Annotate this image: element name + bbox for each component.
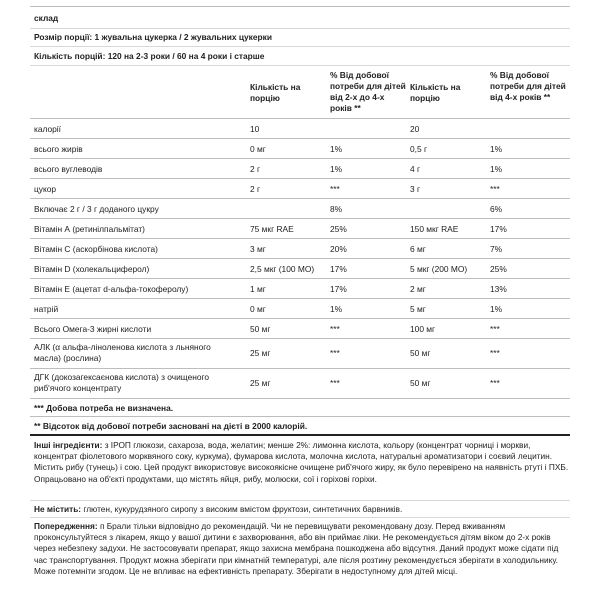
amount-young: 3 мг: [250, 244, 266, 254]
dv-old: ***: [490, 378, 500, 388]
dv-old: 25%: [490, 264, 507, 274]
dv-young: 1%: [330, 304, 343, 314]
table-row: [30, 338, 570, 368]
amount-young: 25 мг: [250, 348, 271, 358]
amount-young: 2 г: [250, 184, 261, 194]
amount-old: 50 мг: [410, 348, 431, 358]
nutrient-name: Вітамін Е (ацетат d-альфа-токоферолу): [34, 284, 189, 294]
note-row: [30, 416, 570, 434]
nutrient-name: натрій: [34, 304, 59, 314]
dv-young: 17%: [330, 284, 347, 294]
nutrient-name: Вітамін D (холекальциферол): [34, 264, 150, 274]
dv-young: 20%: [330, 244, 347, 254]
amount-old: 5 мкг (200 МО): [410, 264, 468, 274]
table-row: [30, 158, 570, 178]
divider: [30, 28, 570, 29]
section-divider: [30, 434, 570, 436]
amount-young: 25 мг: [250, 378, 271, 388]
dv-young: ***: [330, 348, 340, 358]
table-row: [30, 368, 570, 398]
nutrient-name: Вітамін А (ретинілпальмітат): [34, 224, 145, 234]
table-row: [30, 218, 570, 238]
servings-count: Кількість порцій: 120 на 2-3 роки / 60 на 4 роки і старше: [34, 51, 265, 61]
amount-young: 50 мг: [250, 324, 271, 334]
nutrient-name: ДГК (докозагексаєнова кислота) з очищеного риб'ячого концентрату: [34, 372, 210, 393]
dv-young: ***: [330, 378, 340, 388]
amount-young: 0 мг: [250, 144, 266, 154]
amount-old: 4 г: [410, 164, 421, 174]
dv-young: 1%: [330, 144, 343, 154]
note-row: [30, 398, 570, 416]
section-title: склад: [34, 13, 59, 23]
table-row: [30, 178, 570, 198]
top-divider: [30, 6, 570, 7]
dv-old: ***: [490, 348, 500, 358]
dv-old: ***: [490, 184, 500, 194]
amount-young: 75 мкг RAE: [250, 224, 294, 234]
table-row: [30, 138, 570, 158]
dv-old: 17%: [490, 224, 507, 234]
table-row: [30, 318, 570, 338]
dv-young: 8%: [330, 204, 343, 214]
amount-old: 3 г: [410, 184, 421, 194]
header-amount-2: Кількість на порцію: [410, 82, 461, 103]
table-row: [30, 118, 570, 138]
dv-old: 1%: [490, 164, 503, 174]
nutrient-name: цукор: [34, 184, 57, 194]
amount-young: 1 мг: [250, 284, 266, 294]
amount-old: 100 мг: [410, 324, 436, 334]
warning-text: п Брали тільки відповідно до рекомендацій. Чи не перевищувати рекомендовану дозу. Перед вживанням проконсультуйтеся з лікарем, якщо у вашої дитини є захворювання, або він приймає ліки. Не рекомендується дітям віком до 2-х років через небезпеку задухи. Не застосовувати препарат, якщо захисна мембрана пошкоджена або відсутня. Даний продукт може сідати під час транспортування. Продукт можна зберігати при кімнатній температурі, але після розтину рекомендується зберігати в холодильнику. Може потемніти згодом. Це не впливає на ефективність препарату. Зберігати в недоступному для дітей місці.: [34, 521, 559, 576]
amount-young: 2 г: [250, 164, 261, 174]
amount-old: 50 мг: [410, 378, 431, 388]
amount-old: 2 мг: [410, 284, 426, 294]
amount-old: 0,5 г: [410, 144, 428, 154]
divider: [30, 517, 570, 518]
amount-young: 0 мг: [250, 304, 266, 314]
nutrient-name: калорії: [34, 124, 61, 134]
ingredients-label: Інші інгредієнти:: [34, 440, 103, 450]
divider: [30, 500, 570, 501]
nutrient-name: АЛК (α альфа-ліноленова кислота з льняного масла) (рослина): [34, 342, 211, 363]
nutrient-name: Включає 2 г / 3 г доданого цукру: [34, 204, 159, 214]
table-row: [30, 238, 570, 258]
dv-old: 13%: [490, 284, 507, 294]
free-from-text: глютен, кукурудзяного сиропу з високим вмістом фруктози, синтетичних барвників.: [83, 504, 403, 514]
nutrient-name: Всього Омега-3 жирні кислоти: [34, 324, 152, 334]
dv-old: 1%: [490, 304, 503, 314]
nutrient-name: всього вуглеводів: [34, 164, 103, 174]
amount-old: 5 мг: [410, 304, 426, 314]
amount-young: 10: [250, 124, 260, 134]
serving-size: Розмір порції: 1 жувальна цукерка / 2 жувальних цукерки: [34, 32, 272, 42]
amount-young: 2,5 мкг (100 МО): [250, 264, 315, 274]
free-from-label: Не містить:: [34, 504, 82, 514]
header-dv-1: % Від добової потреби для дітей від 2-х до 4-х років **: [330, 70, 406, 113]
dv-young: 1%: [330, 164, 343, 174]
table-row: [30, 258, 570, 278]
divider: [30, 46, 570, 47]
dv-old: ***: [490, 324, 500, 334]
dv-young: 17%: [330, 264, 347, 274]
divider: [30, 65, 570, 66]
amount-old: 20: [410, 124, 420, 134]
free-from-paragraph: [34, 504, 570, 515]
dv-young: 25%: [330, 224, 347, 234]
nutrient-name: всього жирів: [34, 144, 83, 154]
dv-old: 6%: [490, 204, 503, 214]
dv-old: 7%: [490, 244, 503, 254]
table-row: [30, 198, 570, 218]
ingredients-paragraph: [34, 440, 570, 485]
amount-old: 6 мг: [410, 244, 426, 254]
note-daily-value-basis: ** Відсоток від добової потреби засновані на дієті в 2000 калорій.: [34, 421, 308, 431]
header-amount-1: Кількість на порцію: [250, 82, 301, 103]
warning-label: Попередження:: [34, 521, 98, 531]
dv-young: ***: [330, 324, 340, 334]
nutrient-name: Вітамін С (аскорбінова кислота): [34, 244, 158, 254]
dv-old: 1%: [490, 144, 503, 154]
amount-old: 150 мкг RAE: [410, 224, 459, 234]
header-dv-2: % Від добової потреби для дітей від 4-х років **: [490, 70, 566, 102]
table-row: [30, 298, 570, 318]
ingredients-text: з ІРОП глюкози, сахароза, вода, желатин; менше 2%: лимонна кислота, кольору (концентрат чорниці і моркви, концентрат фіолетового морквяного соку, куркума), фумарова кислота, молочна кислота, натуральні ароматизатори і соєвий лецитин. Містить рибу (тунець) і сою. Цей продукт використовує високоякісне очищене риб'ячого жиру, як було перевірено на наявність ртуті і ПХБ. Опрацьовано на об'єкті продуктами, що містять яйця, рибу, молюски, сої і горіхові горіхи.: [34, 440, 569, 484]
warning-paragraph: [34, 521, 570, 577]
table-row: [30, 278, 570, 298]
note-daily-value-undefined: *** Добова потреба не визначена.: [34, 403, 174, 413]
dv-young: ***: [330, 184, 340, 194]
